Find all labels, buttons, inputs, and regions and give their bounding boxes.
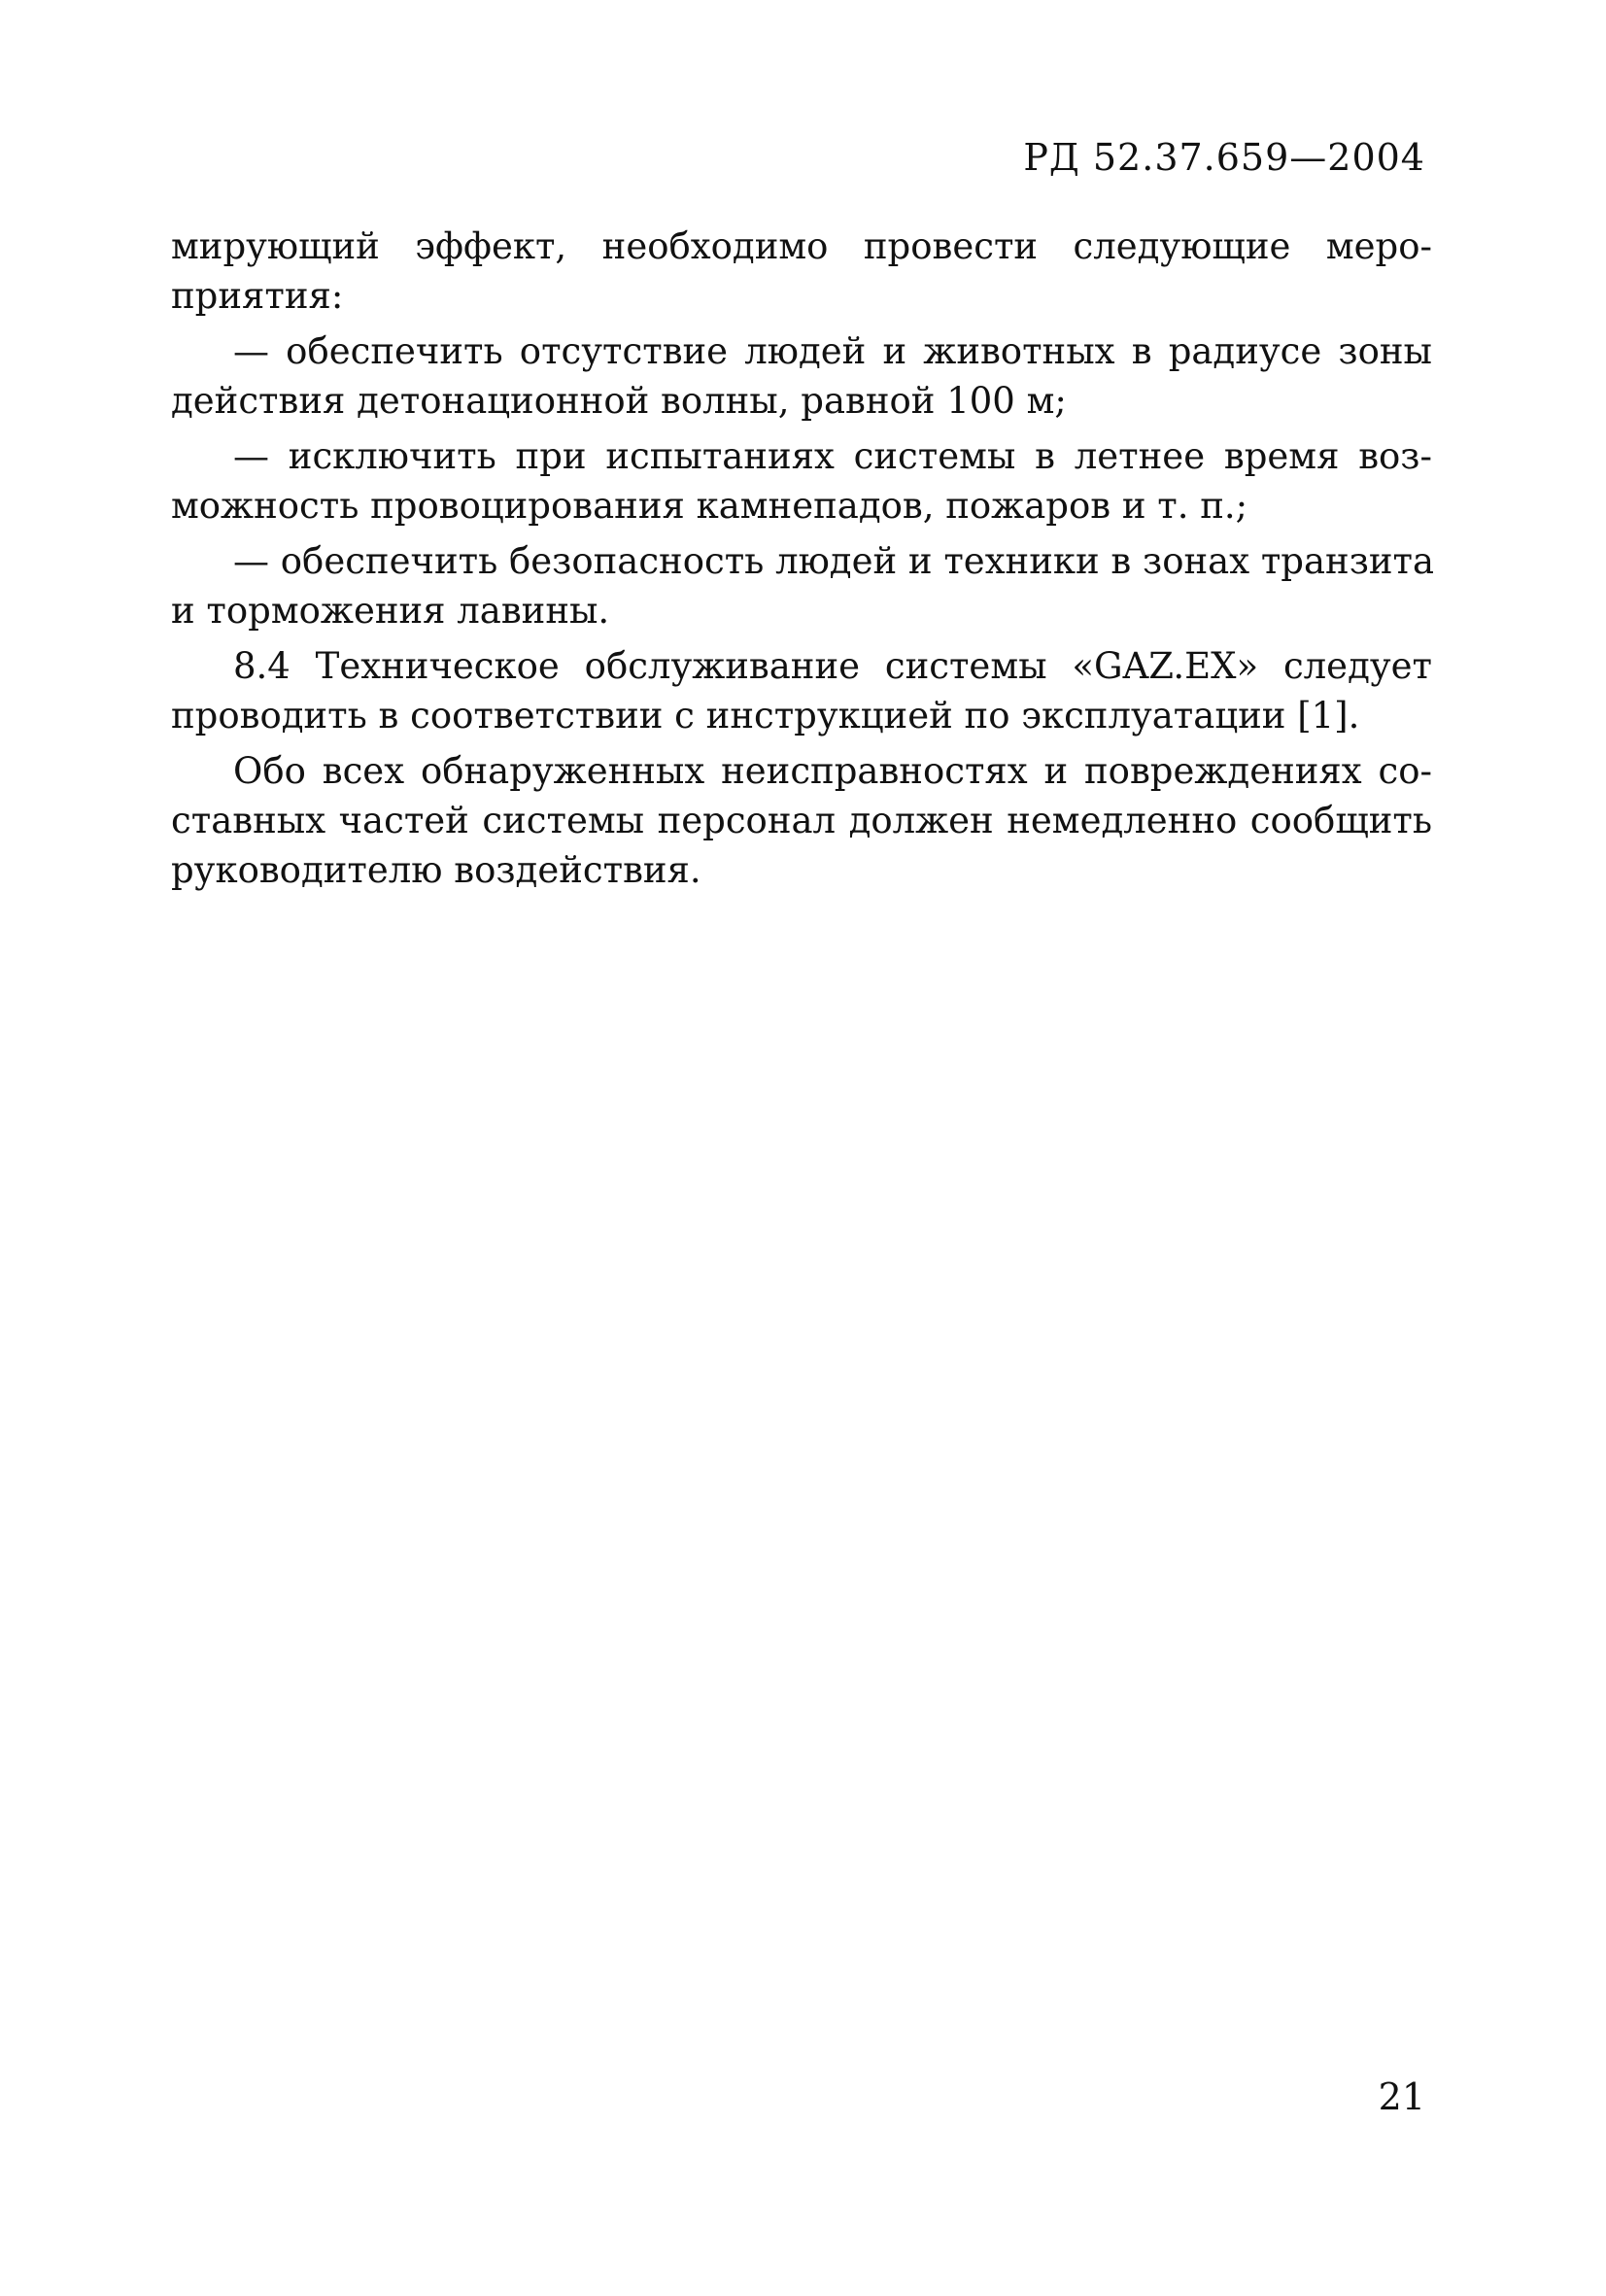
text-line: ставных частей системы персонал должен немедленно сообщить — [171, 800, 1432, 841]
list-item-rockfall-fire — [171, 431, 1432, 531]
text-line: — исключить при испытаниях системы в летнее время воз- — [233, 435, 1432, 477]
text-line: приятия: — [171, 275, 344, 317]
section-8-4-maintenance — [171, 641, 1432, 740]
text-line: Обо всех обнаруженных неисправностях и повреждениях со- — [233, 750, 1432, 792]
document-number-header: РД 52.37.659—2004 — [1023, 136, 1425, 179]
paragraph-malfunction-report — [171, 746, 1432, 895]
text-line: мирующий эффект, необходимо провести следующие меро- — [171, 225, 1432, 267]
list-item-transit-zone — [171, 536, 1435, 635]
page-number: 21 — [1378, 2075, 1425, 2118]
text-line: можность провоцирования камнепадов, пожаров и т. п.; — [171, 485, 1248, 527]
text-line: 8.4 Техническое обслуживание системы «GAZ.EX» следует — [233, 645, 1432, 687]
text-line: — обеспечить безопасность людей и техники в зонах транзита — [233, 540, 1435, 582]
body-text — [171, 222, 1435, 901]
text-line: — обеспечить отсутствие людей и животных в радиусе зоны — [233, 330, 1432, 372]
text-line: действия детонационной волны, равной 100 м; — [171, 380, 1067, 422]
text-line: и торможения лавины. — [171, 590, 610, 632]
text-line: руководителю воздействия. — [171, 849, 701, 891]
paragraph-continuation — [171, 222, 1432, 321]
text-line: проводить в соответствии с инструкцией по эксплуатации [1]. — [171, 695, 1360, 737]
list-item-people-animals — [171, 326, 1432, 426]
